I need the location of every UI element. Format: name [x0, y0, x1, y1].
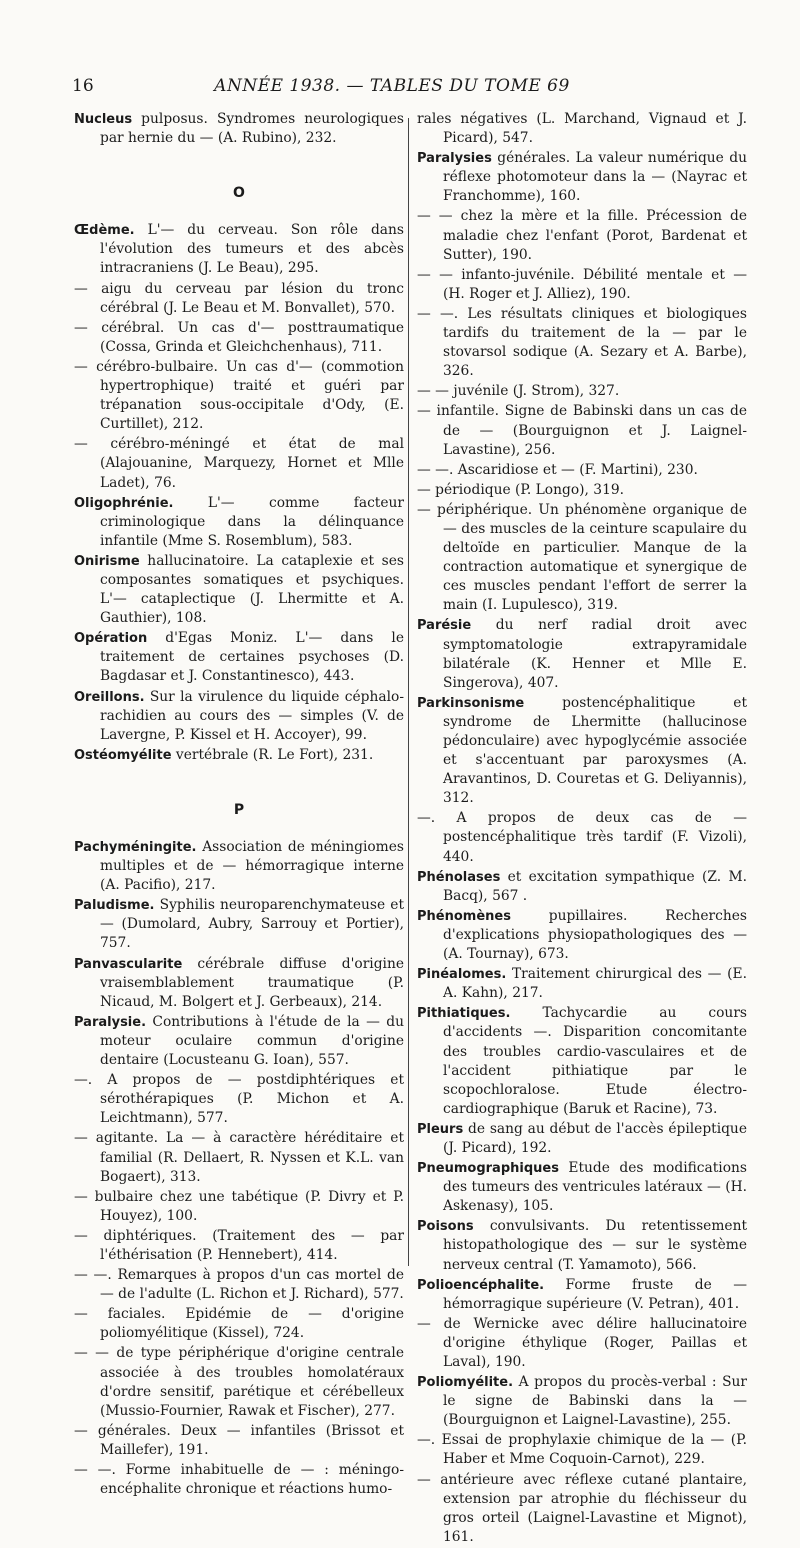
entry-headword: Pinéalomes.	[417, 967, 507, 983]
entry-text: convulsivants. Du retentissement histopathologique des — sur le système nerveux central (T. Yamamoto), 566.	[443, 1218, 747, 1273]
index-entry	[417, 694, 747, 809]
left-column	[74, 110, 404, 1500]
entry-text: — cérébro-bulbaire. Un cas d'— (commotion hypertrophique) traité et guéri par trépanation sous-occipitale d'Ody, (E. Curtillet), 212.	[74, 358, 404, 433]
entry-text: — — juvénile (J. Strom), 327.	[417, 383, 620, 400]
index-entry	[417, 1276, 747, 1314]
entry-headword: Paralysie.	[74, 1014, 147, 1030]
entry-headword: Ostéomyélite	[74, 747, 172, 763]
index-entry	[74, 221, 404, 278]
index-entry	[417, 1217, 747, 1274]
entry-text: — périodique (P. Longo), 319.	[417, 481, 625, 498]
entry-headword: Nucleus	[74, 112, 133, 127]
index-entry	[74, 1305, 404, 1343]
index-entry	[74, 319, 404, 357]
index-entry	[74, 1129, 404, 1186]
entry-text: du nerf radial droit avec symptomatologie extrapyramidale bilatérale (K. Henner et Mlle E. Singerova), 407.	[443, 617, 747, 691]
entry-text: — générales. Deux — infantiles (Brissot et Maillefer), 191.	[74, 1422, 404, 1458]
index-entry	[417, 1004, 747, 1119]
index-entry	[417, 501, 747, 616]
entry-headword: Pachyméningite.	[74, 840, 197, 855]
entry-text: — —. Forme inhabituelle de — : méningo-encéphalite chronique et réactions humo-	[74, 1462, 404, 1498]
entry-text: pupillaires. Recherches d'explications physiopathologiques des — (A. Tournay), 673.	[443, 907, 747, 963]
index-entry	[417, 809, 747, 866]
entry-text: — aigu du cerveau par lésion du tronc cérébral (J. Le Beau et M. Bonvallet), 570.	[74, 280, 404, 316]
entry-text: — cérébral. Un cas d'— posttraumatique (Cossa, Grinda et Gleichchenhaus), 711.	[74, 319, 404, 355]
entry-text: — cérébro-méningé et état de mal (Alajouanine, Marquezy, Hornet et Mlle Ladet), 76.	[74, 436, 404, 491]
entry-text: cérébrale diffuse d'origine vraisemblablement traumatique (P. Nicaud, M. Bolgert et J. Gerbeaux), 214.	[100, 955, 404, 1010]
entry-text: de sang au début de l'accès épileptique (J. Picard), 192.	[443, 1120, 747, 1156]
index-entry	[74, 629, 404, 686]
column-divider	[408, 118, 409, 1266]
index-entry	[417, 461, 747, 480]
entry-headword: Phénolases	[417, 869, 501, 885]
entry-text: Syphilis neuroparenchymateuse et — (Dumolard, Aubry, Sarrouy et Portier), 757.	[100, 897, 404, 952]
index-entry	[417, 1431, 747, 1469]
entry-text: rales négatives (L. Marchand, Vignaud et J. Picard), 547.	[417, 111, 747, 147]
index-entry	[417, 207, 747, 264]
entry-headword: Phénomènes	[417, 908, 511, 924]
entry-headword: Œdème.	[74, 223, 135, 239]
page-number: 16	[72, 76, 94, 96]
entry-text: générales. La valeur numérique du réflexe photomoteur dans la — (Nayrac et Franchomme), 160.	[443, 150, 747, 205]
index-entry	[417, 382, 747, 401]
entry-headword: Opération	[74, 631, 148, 647]
entry-headword: Parésie	[417, 618, 472, 634]
index-entry	[417, 868, 747, 906]
entry-text: — agitante. La — à caractère héréditaire et familial (R. Dellaert, R. Nyssen et K.L. van Bogaert), 313.	[74, 1130, 404, 1185]
index-entry	[417, 1471, 747, 1547]
entry-text: hallucinatoire. La cataplexie et ses composantes somatiques et psychiques. L'— cataplectique (J. Lhermitte et A. Gauthier), 108.	[100, 552, 404, 627]
index-entry	[417, 1373, 747, 1430]
index-entry	[417, 266, 747, 304]
section-letter: P	[233, 801, 245, 818]
index-entry	[74, 1227, 404, 1265]
index-entry	[74, 955, 404, 1012]
index-entry	[417, 149, 747, 206]
entry-text: Traitement chirurgical des — (E. A. Kahn), 217.	[443, 966, 747, 1002]
running-header	[72, 72, 712, 100]
entry-text: L'— du cerveau. Son rôle dans l'évolution des tumeurs et des abcès intracraniens (J. Le Beau), 295.	[100, 222, 404, 277]
entry-text: L'— comme facteur criminologique dans la délinquance infantile (Mme S. Rosemblum), 583.	[100, 494, 404, 549]
entry-text: — —. Les résultats cliniques et biologiques tardifs du traitement de la — par le stovarsol sodique (A. Sezary et A. Barbe), 326.	[417, 305, 747, 380]
entry-text: — antérieure avec réflexe cutané plantaire, extension par atrophie du fléchisseur du gros orteil (Laignel-Lavastine et Mignot), 161.	[417, 1471, 747, 1545]
entry-text: Sur la virulence du liquide céphalo-rachidien au cours des — simples (V. de Lavergne, P. Kissel et H. Accoyer), 99.	[100, 688, 404, 743]
entry-text: — —. Remarques à propos d'un cas mortel de — de l'adulte (L. Richon et J. Richard), 577.	[74, 1267, 404, 1303]
entry-text: Tachycardie au cours d'accidents —. Disparition concomitante des troubles cardio-vasculaires et de l'accident pithiatique par le scopochloralose. Etude électro-cardiographique (Baruk et Racine), 73.	[443, 1005, 747, 1117]
index-entry	[74, 1071, 404, 1128]
entry-text: — bulbaire chez une tabétique (P. Divry et P. Houyez), 100.	[74, 1188, 404, 1224]
index-entry	[74, 494, 404, 551]
index-entry	[74, 435, 404, 492]
entry-text: pulposus. Syndromes neurologiques par hernie du — (A. Rubino), 232.	[100, 111, 404, 147]
entry-headword: Pneumographiques	[417, 1161, 559, 1177]
index-entry	[417, 1120, 747, 1158]
entry-text: postencéphalitique et syndrome de Lhermitte (hallucinose pédonculaire) avec hypoglycémie associée et s'accentuant par paroxysmes (A. Aravantinos, D. Couretas et G. Deliyannis), 312.	[443, 694, 747, 807]
entry-text: —. Essai de prophylaxie chimique de la — (P. Haber et Mme Coquoin-Carnot), 229.	[417, 1432, 747, 1468]
index-entry	[74, 1422, 404, 1460]
entry-headword: Pleurs	[417, 1121, 464, 1137]
index-entry	[417, 402, 747, 459]
index-entry	[74, 1266, 404, 1304]
index-entry	[417, 305, 747, 381]
entry-text: Contributions à l'étude de la — du moteur oculaire commun d'origine dentaire (Locusteanu G. Ioan), 557.	[100, 1013, 404, 1069]
entry-headword: Paludisme.	[74, 898, 155, 914]
entry-headword: Oreillons.	[74, 689, 145, 705]
entry-text: — de Wernicke avec délire hallucinatoire d'origine éthylique (Roger, Paillas et Laval), 190.	[417, 1315, 747, 1370]
entry-text: — diphtériques. (Traitement des — par l'éthérisation (P. Hennebert), 414.	[74, 1227, 404, 1263]
entry-text: — — infanto-juvénile. Débilité mentale et — (H. Roger et J. Alliez), 190.	[417, 266, 747, 302]
entry-headword: Pithiatiques.	[417, 1006, 511, 1022]
index-entry	[417, 965, 747, 1003]
index-entry	[74, 746, 404, 765]
index-entry	[74, 280, 404, 318]
right-column	[417, 110, 747, 1548]
entry-text: et excitation sympathique (Z. M. Bacq), 567 .	[443, 868, 747, 904]
entry-headword: Polioencéphalite.	[417, 1277, 545, 1293]
entry-text: d'Egas Moniz. L'— dans le traitement de certaines psychoses (D. Bagdasar et J. Constantinesco), 443.	[100, 630, 404, 685]
index-entry	[74, 896, 404, 953]
index-entry	[74, 1013, 404, 1070]
entry-headword: Poisons	[417, 1219, 474, 1235]
entry-headword: Parkinsonisme	[417, 695, 525, 711]
index-entry	[74, 110, 404, 148]
entry-headword: Paralysies	[417, 151, 492, 167]
entry-headword: Panvascularite	[74, 956, 183, 972]
index-entry	[417, 1159, 747, 1216]
index-entry	[417, 1315, 747, 1372]
entry-text: —. A propos de deux cas de — postencéphalitique très tardif (F. Vizoli), 440.	[417, 810, 747, 865]
entry-headword: Poliomyélite.	[417, 1375, 514, 1391]
entry-text: Association de méningiomes multiples et de — hémorragique interne (A. Pacifio), 217.	[100, 839, 404, 894]
entry-text: — faciales. Epidémie de — d'origine poliomyélitique (Kissel), 724.	[74, 1306, 404, 1342]
index-entry	[74, 1461, 404, 1499]
entry-text: — — chez la mère et la fille. Précession de maladie chez l'enfant (Porot, Bardenat et Sutter), 190.	[417, 208, 747, 263]
index-entry	[74, 688, 404, 745]
index-entry	[74, 358, 404, 434]
entry-text: — périphérique. Un phénomène organique de — des muscles de la ceinture scapulaire du deltoïde en particulier. Manque de la contraction automatique et synergique de ces muscles pendant l'effort de serrer la main (I. Lupulesco), 319.	[417, 501, 747, 614]
entry-headword: Oligophrénie.	[74, 495, 174, 511]
entry-text: — —. Ascaridiose et — (F. Martini), 230.	[417, 461, 698, 478]
entry-text: — infantile. Signe de Babinski dans un cas de de — (Bourguignon et J. Laignel-Lavastine), 256.	[417, 403, 747, 458]
entry-text: vertébrale (R. Le Fort), 231.	[171, 746, 374, 763]
entry-text: Etude des modifications des tumeurs des ventricules latéraux — (H. Askenasy), 105.	[443, 1160, 747, 1215]
entry-headword: Onirisme	[74, 553, 140, 569]
index-entry	[74, 838, 404, 895]
section-letter: O	[233, 185, 245, 202]
index-entry	[417, 110, 747, 148]
entry-text: — — de type périphérique d'origine centrale associée à des troubles homolatéraux d'ordre sensitif, parétique et cérébelleux (Mussio-Fournier, Rawak et Fischer), 277.	[74, 1345, 404, 1419]
entry-text: A propos du procès-verbal : Sur le signe de Babinski dans la — (Bourguignon et Laignel-Lavastine), 255.	[443, 1374, 747, 1429]
entry-text: —. A propos de — postdiphtériques et sérothérapiques (P. Michon et A. Leichtmann), 577.	[74, 1072, 404, 1127]
index-entry	[417, 907, 747, 964]
index-entry	[417, 616, 747, 692]
index-entry	[417, 481, 747, 500]
entry-text: Forme fruste de — hémorragique supérieure (V. Petran), 401.	[443, 1276, 747, 1312]
index-entry	[74, 552, 404, 628]
index-entry	[74, 1344, 404, 1420]
running-title: ANNÉE 1938. — TABLES DU TOME 69	[214, 76, 570, 96]
index-entry	[74, 1188, 404, 1226]
